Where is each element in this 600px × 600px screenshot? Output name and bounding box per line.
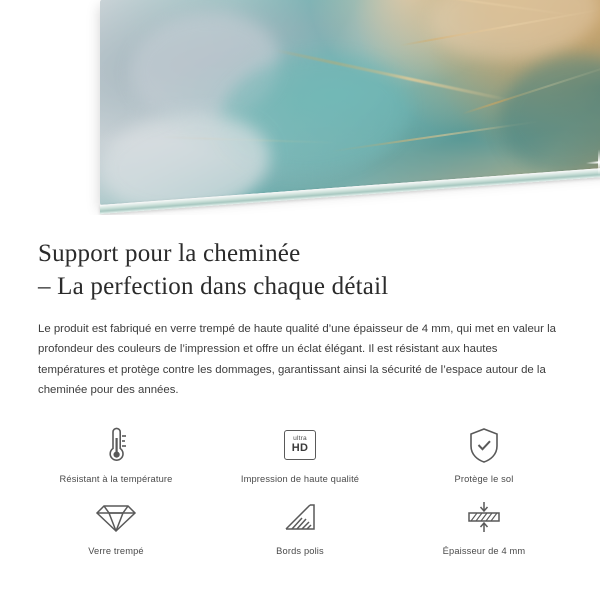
page-title [38, 237, 566, 303]
headline-line-1: Support pour la cheminée [38, 240, 301, 267]
badge-top-text: ultra [293, 434, 307, 442]
feature-label: Bords polis [276, 546, 324, 557]
feature-grid [0, 422, 600, 556]
feature-item-tempered-glass [24, 494, 208, 556]
shield-check-icon [461, 422, 507, 468]
hero-product-image [0, 0, 600, 215]
polished-edges-icon [277, 494, 323, 540]
feature-label: Résistant à la température [59, 474, 173, 485]
feature-label: Épaisseur de 4 mm [442, 546, 526, 557]
feature-label: Impression de haute qualité [240, 474, 360, 485]
ultra-hd-badge-icon [277, 422, 323, 468]
diamond-icon [93, 494, 139, 540]
feature-label: Verre trempé [88, 546, 144, 557]
feature-item-print-quality [208, 422, 392, 484]
thermometer-icon [93, 422, 139, 468]
feature-item-thickness [392, 494, 576, 556]
footer-spacer [0, 584, 600, 600]
headline-line-2: – La perfection dans chaque détail [38, 273, 389, 300]
marble-veins-decoration [100, 0, 600, 205]
description-paragraph: Le produit est fabriqué en verre trempé de haute qualité d’une épaisseur de 4 mm, qui met en valeur la profondeur des couleurs de l’impression et offre un éclat élégant. Il est résistant aux hautes températures et protège contre les dommages, garantissant ainsi la sécurité de l’espace autour de la cheminée pour des années. [38, 323, 556, 396]
thickness-arrows-icon [461, 494, 507, 540]
feature-item-temperature [24, 422, 208, 484]
feature-label: Protège le sol [454, 474, 514, 485]
feature-item-floor-protection [392, 422, 576, 484]
text-content [0, 215, 600, 400]
badge-bottom-text: HD [291, 442, 309, 455]
feature-item-polished-edges [208, 494, 392, 556]
glass-panel-image [100, 0, 600, 205]
